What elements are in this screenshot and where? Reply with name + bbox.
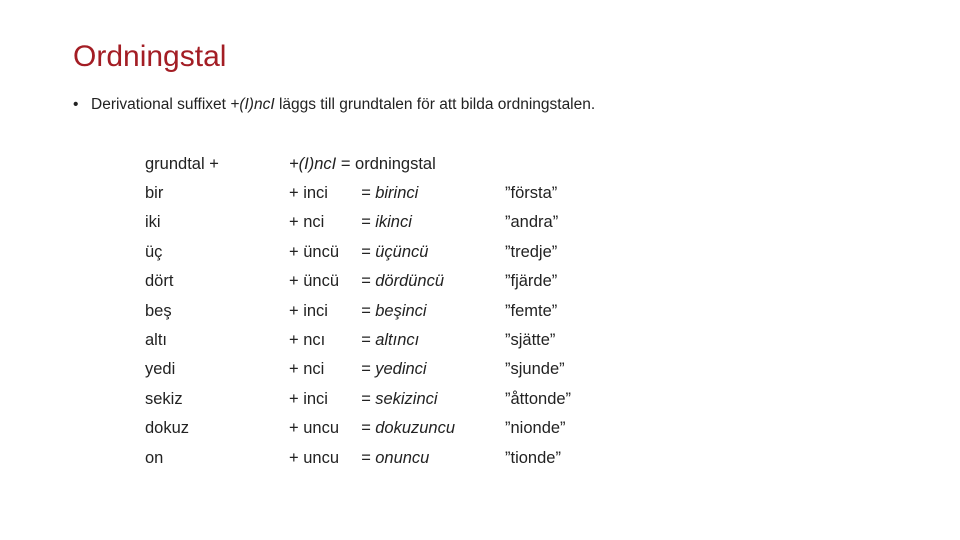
header-suffix-term: +(I)ncI — [289, 155, 337, 173]
row-base: üç — [145, 242, 163, 261]
row-base: altı — [145, 331, 168, 349]
row-result: = altıncı — [361, 331, 420, 349]
row-base: iki — [145, 213, 161, 232]
row-translation: ”tionde” — [505, 448, 561, 467]
row-translation: ”första” — [505, 184, 558, 202]
row-base: dokuz — [145, 419, 190, 438]
row-suffix: + inci — [289, 184, 328, 202]
row-base: sekiz — [145, 389, 183, 408]
row-translation: ”tredje” — [505, 242, 558, 261]
row-result: = beşinci — [361, 301, 427, 320]
row-base: yedi — [145, 360, 176, 379]
bullet-rest: läggs till grundtalen för att bilda ordningstalen. — [274, 96, 596, 113]
row-base: bir — [145, 184, 164, 202]
row-translation: ”sjunde” — [505, 360, 565, 379]
slide-title: Ordningstal — [73, 40, 227, 73]
row-base: on — [145, 448, 164, 467]
row-base: beş — [145, 301, 172, 320]
bullet-suffix-term: +(I)ncI — [230, 96, 275, 113]
row-suffix: + nci — [289, 360, 325, 379]
row-result: = üçüncü — [361, 242, 429, 261]
row-suffix: + üncü — [289, 272, 339, 291]
bullet-point — [73, 96, 595, 114]
row-translation: ”fjärde” — [505, 272, 558, 291]
header-formula — [289, 154, 436, 174]
row-suffix: + ncı — [289, 331, 326, 349]
row-suffix: + inci — [289, 301, 328, 320]
row-suffix: + inci — [289, 389, 328, 408]
row-result: = sekizinci — [361, 389, 438, 408]
row-suffix: + üncü — [289, 242, 339, 261]
row-translation: ”sjätte” — [505, 331, 556, 349]
row-result: = ikinci — [361, 213, 412, 232]
row-translation: ”nionde” — [505, 419, 566, 438]
row-translation: ”femte” — [505, 301, 558, 320]
row-result: = dokuzuncu — [361, 419, 456, 438]
header-rest: = ordningstal — [336, 155, 436, 173]
row-result: = yedinci — [361, 360, 427, 379]
row-result: = onuncu — [361, 448, 430, 467]
header-base: grundtal + — [145, 155, 219, 173]
row-result: = birinci — [361, 184, 419, 202]
row-translation: ”åttonde” — [505, 389, 572, 408]
bullet-dot-icon: • — [73, 96, 79, 113]
row-suffix: + nci — [289, 213, 325, 232]
bullet-prefix: Derivational suffixet — [91, 96, 231, 113]
row-base: dört — [145, 272, 174, 291]
row-result: = dördüncü — [361, 272, 445, 291]
row-translation: ”andra” — [505, 213, 559, 232]
row-suffix: + uncu — [289, 448, 339, 467]
row-suffix: + uncu — [289, 419, 339, 438]
